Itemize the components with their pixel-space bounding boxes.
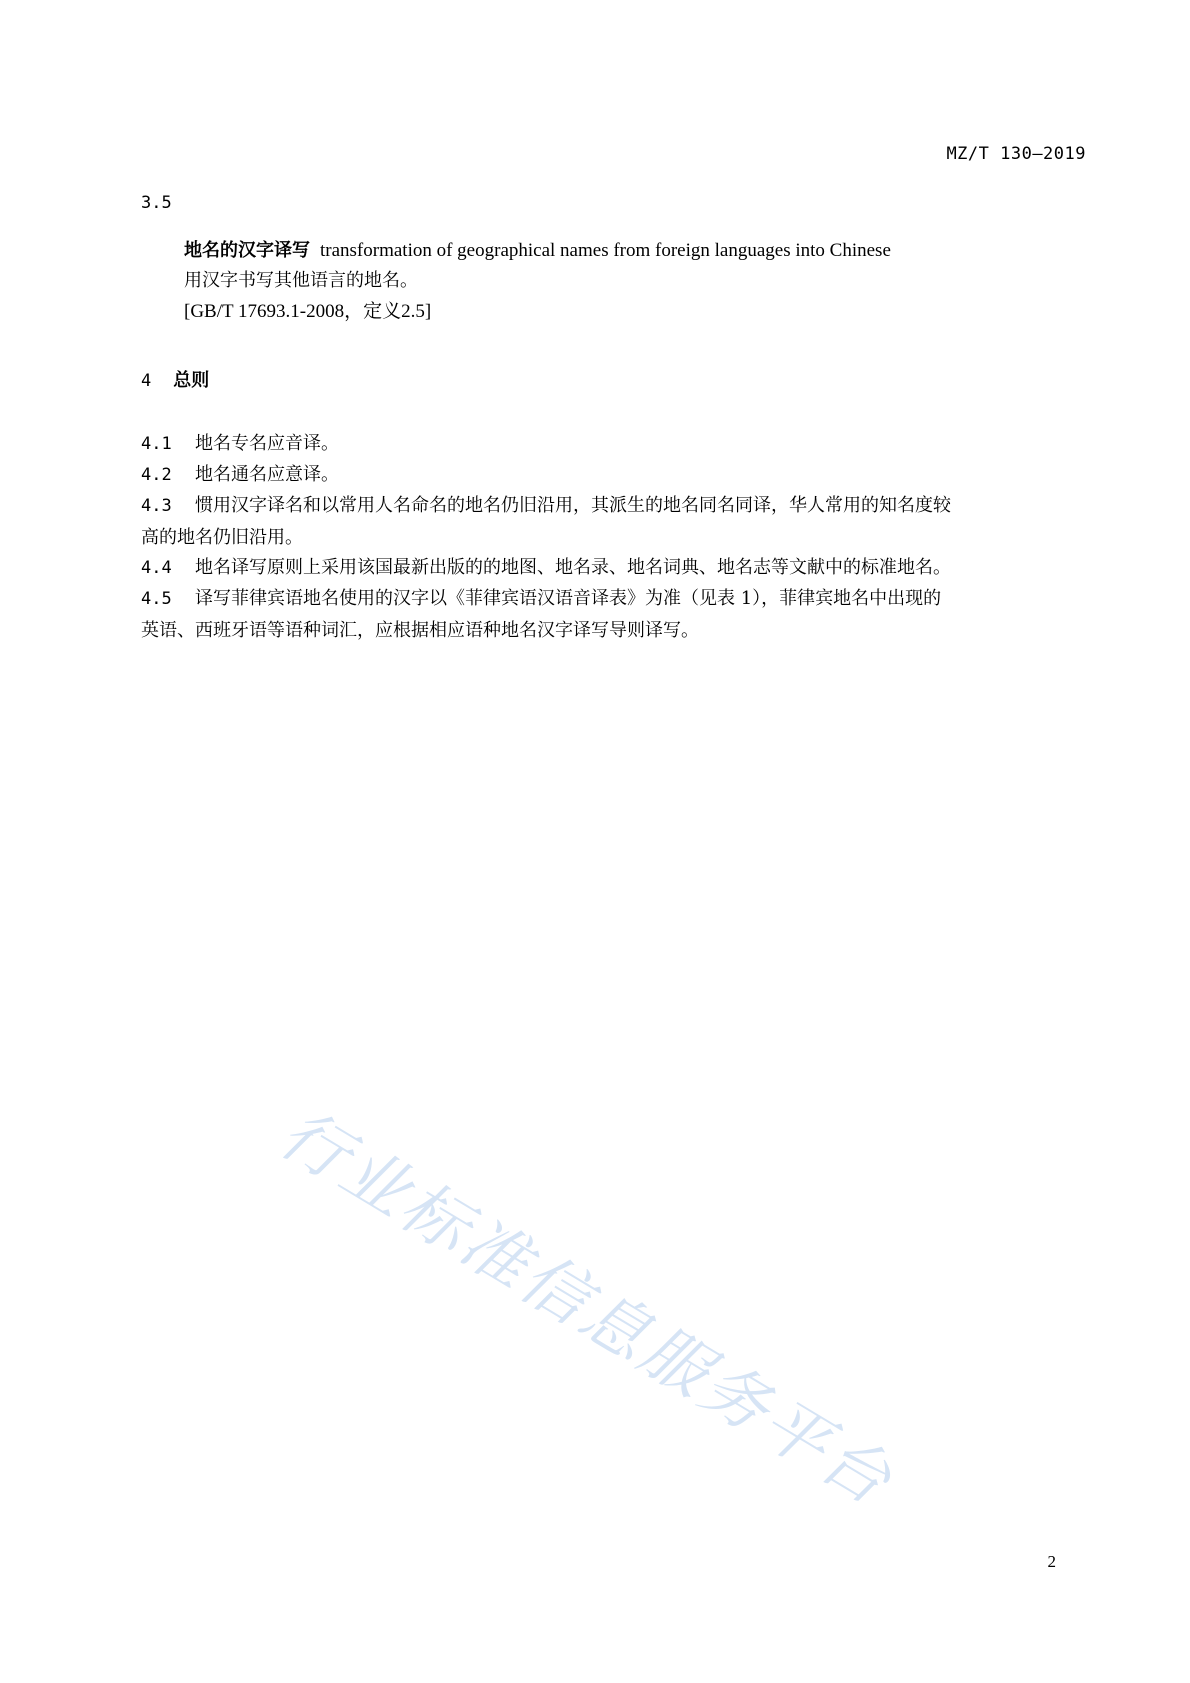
clause-number: 4.1 <box>141 434 172 454</box>
clause-text-continued: 高的地名仍旧沿用。 <box>141 527 303 548</box>
clause-text: 译写菲律宾语地名使用的汉字以《菲律宾语汉语音译表》为准（见表 1），菲律宾地名中出现的 <box>195 588 942 609</box>
term-definition: 用汉字书写其他语言的地名。 <box>184 270 418 291</box>
term-chinese: 地名的汉字译写 <box>184 240 310 261</box>
term-number: 3.5 <box>141 193 172 213</box>
clause-text-continued: 英语、西班牙语等语种词汇，应根据相应语种地名汉字译写导则译写。 <box>141 620 699 641</box>
clause-item <box>141 428 1071 460</box>
clause-text: 地名译写原则上采用该国最新出版的的地图、地名录、地名词典、地名志等文献中的标准地名。 <box>195 557 951 578</box>
clause-item <box>141 490 1071 553</box>
section-title: 总则 <box>173 370 210 391</box>
page-number: 2 <box>1047 1552 1056 1571</box>
clause-text: 地名通名应意译。 <box>195 464 339 485</box>
clause-text: 惯用汉字译名和以常用人名命名的地名仍旧沿用，其派生的地名同名同译，华人常用的知名度较 <box>195 495 951 516</box>
clause-number: 4.3 <box>141 496 172 516</box>
standard-code: MZ/T 130—2019 <box>946 144 1086 164</box>
section-heading <box>141 366 209 392</box>
watermark: 行业标准信息服务平台 <box>267 1094 907 1522</box>
term-heading <box>184 236 891 262</box>
clause-item <box>141 583 1071 646</box>
clause-text: 地名专名应音译。 <box>195 433 339 454</box>
section-number: 4 <box>141 371 152 391</box>
clause-item <box>141 552 1071 584</box>
clause-number: 4.2 <box>141 465 172 485</box>
term-source: [GB/T 17693.1-2008，定义2.5] <box>184 301 432 322</box>
clause-item <box>141 459 1071 491</box>
term-english: transformation of geographical names from foreign languages into Chinese <box>320 240 891 261</box>
clause-number: 4.5 <box>141 589 172 609</box>
clause-number: 4.4 <box>141 558 172 578</box>
